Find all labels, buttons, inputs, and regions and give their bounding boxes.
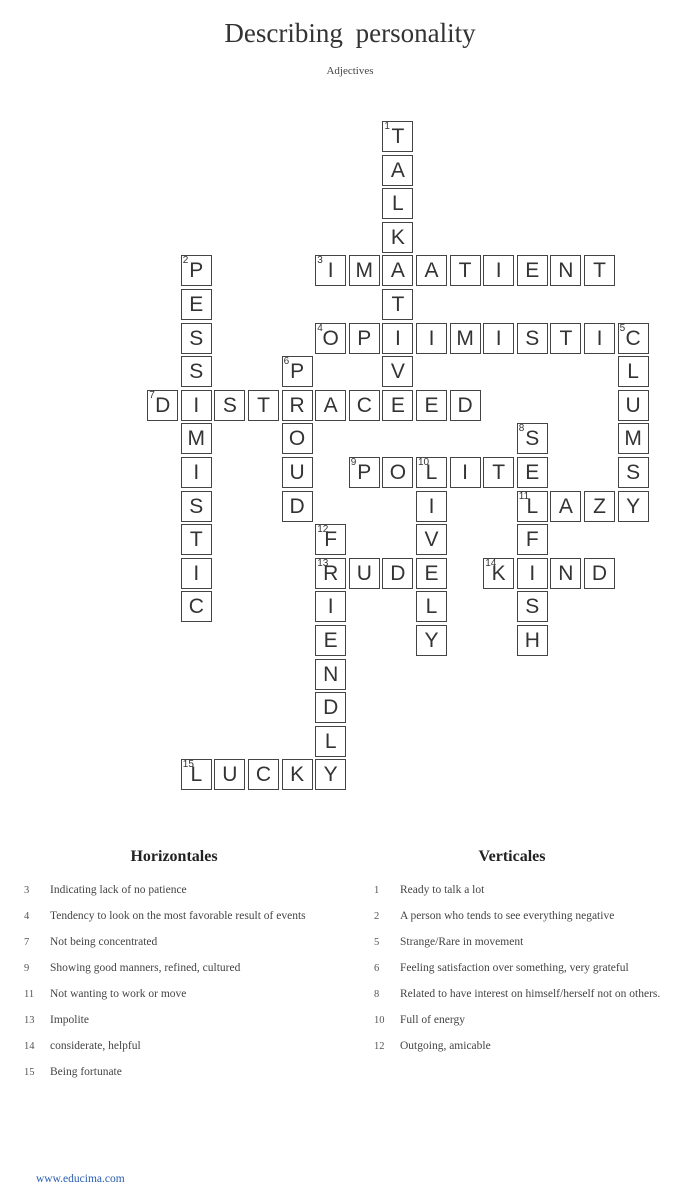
cell-letter: I — [193, 393, 200, 417]
crossword-cell[interactable] — [618, 457, 649, 488]
crossword-cell[interactable] — [315, 759, 346, 790]
crossword-cell[interactable] — [181, 390, 212, 421]
crossword-cell[interactable] — [450, 390, 481, 421]
crossword-cell[interactable] — [618, 491, 649, 522]
crossword-cell[interactable] — [450, 255, 481, 286]
cell-letter: I — [193, 561, 200, 585]
clue-item-text: Indicating lack of no patience — [50, 884, 187, 896]
crossword-cell[interactable] — [181, 759, 212, 790]
clue-item-text: Full of energy — [400, 1014, 465, 1026]
clue-item-number: 3 — [24, 885, 30, 896]
clue-number: 2 — [182, 255, 189, 267]
cell-letter: L — [324, 729, 337, 753]
crossword-cell[interactable] — [483, 323, 514, 354]
crossword-cell[interactable] — [181, 255, 212, 286]
crossword-cell[interactable] — [349, 457, 380, 488]
cell-letter: D — [323, 696, 339, 720]
crossword-cell[interactable] — [282, 457, 313, 488]
crossword-cell[interactable] — [282, 423, 313, 454]
cell-letter: P — [290, 360, 305, 384]
clue-item-number: 7 — [24, 937, 30, 948]
crossword-cell[interactable] — [349, 255, 380, 286]
cell-letter: D — [390, 561, 406, 585]
cell-letter: N — [558, 561, 574, 585]
cell-letter: U — [625, 393, 641, 417]
crossword-cell[interactable] — [483, 457, 514, 488]
cell-letter: E — [323, 629, 338, 652]
clue-item — [24, 882, 329, 899]
crossword-cell[interactable] — [416, 625, 447, 656]
clue-item-text: A person who tends to see everything negative — [400, 910, 615, 922]
clue-item — [24, 986, 329, 1003]
clue-item-text: Outgoing, amicable — [400, 1040, 491, 1052]
crossword-cell[interactable] — [618, 423, 649, 454]
cell-letter: C — [188, 595, 204, 619]
clue-item — [24, 908, 329, 925]
clue-number: 7 — [149, 389, 155, 401]
cell-letter: E — [424, 561, 439, 585]
crossword-cell[interactable] — [382, 121, 413, 152]
clue-item-text: considerate, helpful — [50, 1040, 141, 1052]
page-subtitle: Adjectives — [326, 65, 374, 77]
clue-item-text: Impolite — [50, 1014, 89, 1026]
clue-number: 5 — [619, 322, 626, 334]
crossword-cell[interactable] — [382, 188, 413, 219]
cell-letter: F — [324, 528, 338, 552]
crossword-cell[interactable] — [315, 692, 346, 723]
clue-item-number: 14 — [24, 1041, 35, 1052]
crossword-cell[interactable] — [584, 255, 615, 286]
verticales-heading: Verticales — [478, 848, 546, 865]
crossword-cell[interactable] — [416, 491, 447, 522]
crossword-cell[interactable] — [181, 423, 212, 454]
crossword-cell[interactable] — [282, 390, 313, 421]
crossword-cell[interactable] — [382, 356, 413, 387]
cell-letter: N — [558, 259, 574, 283]
cell-letter: Y — [626, 494, 641, 518]
cell-letter: S — [222, 393, 237, 417]
cell-letter: C — [255, 763, 272, 787]
crossword-cell[interactable] — [382, 558, 413, 589]
crossword-cell[interactable] — [181, 289, 212, 320]
crossword-cell[interactable] — [416, 457, 447, 488]
crossword-cell[interactable] — [181, 356, 212, 387]
crossword-cell[interactable] — [517, 558, 548, 589]
crossword-cell[interactable] — [550, 491, 581, 522]
crossword-cell[interactable] — [181, 558, 212, 589]
clue-item-text: Feeling satisfaction over something, very grateful — [400, 962, 629, 974]
clue-item-text: Showing good manners, refined, cultured — [50, 962, 241, 974]
cell-letter: R — [323, 561, 339, 585]
clue-item — [374, 934, 666, 951]
clue-item-text: Ready to talk a lot — [400, 884, 485, 896]
clue-item — [24, 960, 329, 977]
clue-number: 14 — [485, 557, 497, 569]
crossword-cell[interactable] — [382, 222, 413, 253]
clue-item — [24, 1038, 329, 1055]
cell-letter: S — [189, 326, 204, 350]
clue-item-number: 1 — [374, 885, 380, 896]
crossword-cell[interactable] — [181, 323, 212, 354]
cell-letter: T — [458, 259, 472, 283]
clue-number: 11 — [518, 490, 530, 502]
crossword-cell[interactable] — [450, 323, 481, 354]
clue-number: 6 — [283, 356, 290, 368]
cell-letter: U — [222, 763, 238, 787]
clue-item-number: 5 — [374, 937, 380, 948]
cell-letter: I — [495, 259, 502, 283]
horizontales-heading: Horizontales — [130, 848, 218, 865]
clue-item-number: 15 — [24, 1067, 35, 1078]
cell-letter: A — [323, 393, 338, 417]
cell-letter: I — [495, 326, 502, 350]
cell-letter: T — [391, 125, 405, 148]
cell-letter: I — [428, 494, 435, 518]
cell-letter: S — [626, 461, 641, 484]
clue-item-text: Not wanting to work or move — [50, 988, 187, 1000]
clue-number: 10 — [418, 457, 430, 468]
clue-item-number: 9 — [24, 963, 30, 974]
crossword-cell[interactable] — [382, 155, 413, 186]
crossword-cell[interactable] — [382, 457, 413, 488]
crossword-cell[interactable] — [181, 524, 212, 555]
cell-letter: E — [525, 259, 540, 283]
crossword-cell[interactable] — [517, 423, 548, 454]
cell-letter: E — [189, 293, 204, 316]
crossword-cell[interactable] — [349, 390, 380, 421]
cell-letter: L — [392, 192, 404, 216]
crossword-cell[interactable] — [517, 255, 548, 286]
crossword-cell[interactable] — [550, 255, 581, 286]
crossword-cell[interactable] — [315, 323, 346, 354]
crossword-cell[interactable] — [282, 491, 313, 522]
cell-letter: O — [288, 427, 306, 451]
crossword-cell[interactable] — [517, 457, 548, 488]
cell-letter: S — [525, 427, 540, 451]
cell-letter: V — [390, 360, 405, 384]
crossword-cell[interactable] — [315, 659, 346, 690]
cell-letter: M — [624, 427, 642, 451]
clue-item — [24, 934, 329, 951]
crossword-cell[interactable] — [483, 558, 514, 589]
cell-letter: U — [289, 461, 305, 484]
clue-item-text: Being fortunate — [50, 1066, 122, 1078]
cell-letter: C — [625, 326, 641, 350]
crossword-cell[interactable] — [382, 289, 413, 320]
clue-number: 1 — [384, 121, 390, 132]
crossword-cell[interactable] — [550, 558, 581, 589]
clue-item — [374, 1012, 666, 1029]
clue-item-text: Tendency to look on the most favorable result of events — [50, 910, 306, 922]
clue-number: 12 — [317, 524, 329, 536]
cell-letter: T — [492, 461, 506, 484]
cell-letter: D — [457, 393, 473, 417]
cell-letter: L — [526, 494, 539, 518]
cell-letter: D — [155, 393, 171, 417]
crossword-cell[interactable] — [416, 323, 447, 354]
clue-item — [374, 908, 666, 925]
clue-number: 3 — [317, 255, 323, 267]
clue-item-number: 4 — [24, 911, 30, 922]
crossword-cell[interactable] — [618, 356, 649, 387]
crossword-cell[interactable] — [382, 323, 413, 354]
clue-item-number: 8 — [374, 989, 380, 1000]
cell-letter: S — [189, 360, 204, 384]
cell-letter: T — [189, 528, 203, 552]
clue-item — [374, 960, 666, 977]
crossword-cell[interactable] — [416, 558, 447, 589]
cell-letter: T — [391, 293, 405, 316]
clue-item-number: 2 — [374, 911, 380, 922]
clue-number: 9 — [350, 457, 357, 468]
crossword-cell[interactable] — [282, 356, 313, 387]
cell-letter: I — [394, 326, 401, 350]
footer-link[interactable]: www.educima.com — [36, 1173, 125, 1185]
cell-letter: Y — [323, 763, 338, 787]
crossword-cell[interactable] — [517, 524, 548, 555]
cell-letter: I — [462, 461, 469, 484]
crossword-cell[interactable] — [517, 491, 548, 522]
cell-letter: K — [491, 561, 506, 585]
clue-number: 8 — [518, 423, 525, 435]
crossword-cell[interactable] — [315, 625, 346, 656]
crossword-cell[interactable] — [248, 390, 279, 421]
clue-item — [374, 882, 666, 899]
cell-letter: H — [524, 629, 540, 652]
verticales-list — [374, 882, 666, 1064]
cell-letter: L — [190, 763, 203, 787]
crossword-cell[interactable] — [450, 457, 481, 488]
clue-item — [24, 1064, 329, 1081]
horizontales-list — [24, 882, 329, 1090]
cell-letter: R — [289, 393, 305, 417]
cell-letter: E — [525, 461, 540, 484]
crossword-cell[interactable] — [416, 255, 447, 286]
cell-letter: S — [525, 326, 540, 350]
cell-letter: E — [424, 393, 439, 417]
clue-number: 13 — [317, 557, 329, 569]
cell-letter: T — [593, 259, 606, 283]
cell-letter: K — [290, 763, 305, 787]
cell-letter: I — [428, 326, 435, 350]
crossword-cell[interactable] — [416, 524, 447, 555]
crossword-cell[interactable] — [315, 726, 346, 757]
cell-letter: P — [357, 461, 372, 484]
cell-letter: T — [559, 326, 573, 350]
clue-item-number: 11 — [24, 989, 35, 1000]
cell-letter: M — [456, 326, 474, 350]
cell-letter: L — [627, 360, 639, 384]
crossword-cell[interactable] — [214, 390, 245, 421]
clue-item-text: Related to have interest on himself/herself not on others. — [400, 988, 661, 1000]
clue-item-text: Not being concentrated — [50, 936, 158, 948]
cell-letter: I — [327, 259, 334, 283]
crossword-cell[interactable] — [282, 759, 313, 790]
cell-letter: U — [356, 561, 372, 585]
clue-number: 4 — [317, 322, 323, 334]
crossword-cell[interactable] — [315, 390, 346, 421]
crossword-cell[interactable] — [181, 591, 212, 622]
cell-letter: S — [525, 595, 540, 619]
cell-letter: T — [257, 393, 270, 417]
crossword-cell[interactable] — [618, 323, 649, 354]
crossword-cell[interactable] — [517, 625, 548, 656]
clue-item-number: 10 — [374, 1015, 385, 1026]
crossword-cell[interactable] — [517, 591, 548, 622]
cell-letter: C — [356, 393, 372, 417]
crossword-cell[interactable] — [315, 591, 346, 622]
cell-letter: S — [189, 494, 204, 518]
crossword-cell[interactable] — [517, 323, 548, 354]
crossword-cell[interactable] — [416, 591, 447, 622]
crossword-cell[interactable] — [584, 491, 615, 522]
crossword-cell[interactable] — [315, 558, 346, 589]
cell-letter: P — [189, 259, 204, 283]
cell-letter: O — [322, 326, 339, 350]
crossword-cell[interactable] — [349, 323, 380, 354]
cell-letter: P — [357, 326, 372, 350]
cell-letter: I — [327, 595, 334, 619]
crossword-cell[interactable] — [382, 390, 413, 421]
cell-letter: M — [187, 427, 206, 451]
cell-letter: Z — [593, 494, 606, 518]
cell-letter: A — [424, 259, 439, 283]
cell-letter: N — [323, 662, 339, 686]
clue-item-number: 12 — [374, 1041, 385, 1052]
cell-letter: D — [289, 494, 305, 518]
cell-letter: L — [425, 461, 438, 484]
crossword-cell[interactable] — [382, 255, 413, 286]
crossword-cell[interactable] — [416, 390, 447, 421]
crossword-cell[interactable] — [181, 491, 212, 522]
crossword-cell[interactable] — [315, 255, 346, 286]
crossword-cell[interactable] — [584, 558, 615, 589]
cell-letter: A — [390, 158, 405, 182]
clue-item-number: 6 — [374, 963, 380, 974]
page-title: Describing personality — [224, 18, 476, 48]
cell-letter: D — [591, 561, 608, 585]
cell-letter: E — [390, 393, 405, 417]
crossword-cell[interactable] — [147, 390, 178, 421]
cell-letter: I — [529, 561, 536, 585]
crossword-cell[interactable] — [550, 323, 581, 354]
cell-letter: I — [596, 326, 603, 350]
cell-letter: V — [424, 528, 439, 552]
clue-item — [24, 1012, 329, 1029]
crossword-cell[interactable] — [584, 323, 615, 354]
cell-letter: A — [390, 259, 405, 283]
cell-letter: A — [558, 494, 573, 518]
cell-letter: M — [355, 259, 374, 283]
cell-letter: I — [193, 461, 200, 484]
clue-item-text: Strange/Rare in movement — [400, 936, 524, 948]
crossword-cell[interactable] — [349, 558, 380, 589]
crossword-cell[interactable] — [248, 759, 279, 790]
cell-letter: L — [425, 595, 438, 619]
cell-letter: O — [389, 461, 407, 484]
clue-item — [374, 986, 666, 1003]
clue-item-number: 13 — [24, 1015, 35, 1026]
clue-number: 15 — [182, 759, 194, 771]
crossword-cell[interactable] — [315, 524, 346, 555]
cell-letter: Y — [424, 629, 439, 652]
crossword-cell[interactable] — [618, 390, 649, 421]
crossword-cell[interactable] — [483, 255, 514, 286]
crossword-cell[interactable] — [214, 759, 245, 790]
clue-item — [374, 1038, 666, 1055]
crossword-cell[interactable] — [181, 457, 212, 488]
cell-letter: K — [390, 225, 405, 249]
cell-letter: F — [525, 528, 539, 552]
